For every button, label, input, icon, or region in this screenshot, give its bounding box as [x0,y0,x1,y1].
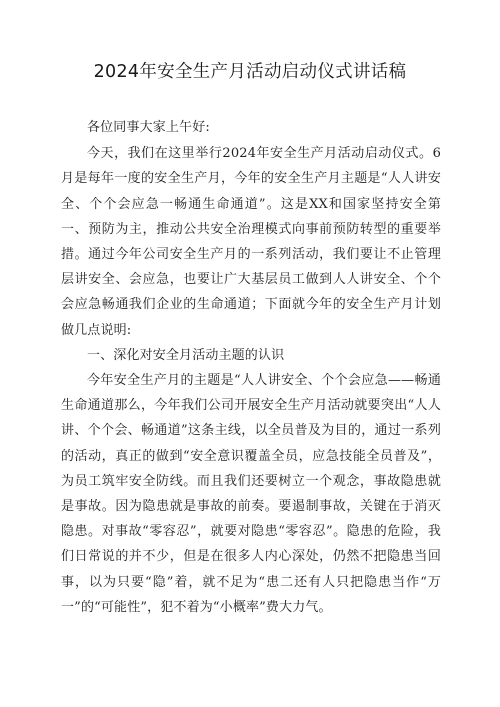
document-body [61,115,441,620]
document-title: 2024年安全生产月活动启动仪式讲话稿 [93,62,407,82]
paragraph-section-1: 今年安全生产月的主题是“人人讲安全、个个会应急——畅通生命通道那么，今年我们公司开展安全生产月活动就要突出“人人讲、个个会、畅通道”这条主线，以全员普及为目的，通过一系列的活动，真正的做到“安全意识覆盖全员，应急技能全员普及”，为员工筑牢安全防线。而且我们还要树立一个观念，事故隐患就是事故。因为隐患就是事故的前奏。要遏制事故，关键在于消灭隐患。对事故“零容忍”，就要对隐患“零容忍”。隐患的危险，我们日常说的并不少，但是在很多人内心深处，仍然不把隐患当回事，以为只要“隐”着，就不足为“患二还有人只把隐患当作“万一”的“可能性”，犯不着为“小概率”费大力气。 [61,373,441,615]
section-heading-1: 一、深化对安全月活动主题的认识 [87,347,285,363]
paragraph-intro: 今天，我们在这里举行2024年安全生产月活动启动仪式。6月是每年一度的安全生产月，今年的安全生产月主题是“人人讲安全、个个会应急一畅通生命通道”。这是XX和国家坚持安全第一、预防为主，推动公共安全治理模式向事前预防转型的重要举措。通过今年公司安全生产月的一系列活动，我们要让不止管理层讲安全、会应急，也要让广大基层员工做到人人讲安全、个个会应急畅通我们企业的生命通道；下面就今年的安全生产月计划做几点说明: [61,146,441,338]
salutation: 各位同事大家上午好: [87,120,210,135]
